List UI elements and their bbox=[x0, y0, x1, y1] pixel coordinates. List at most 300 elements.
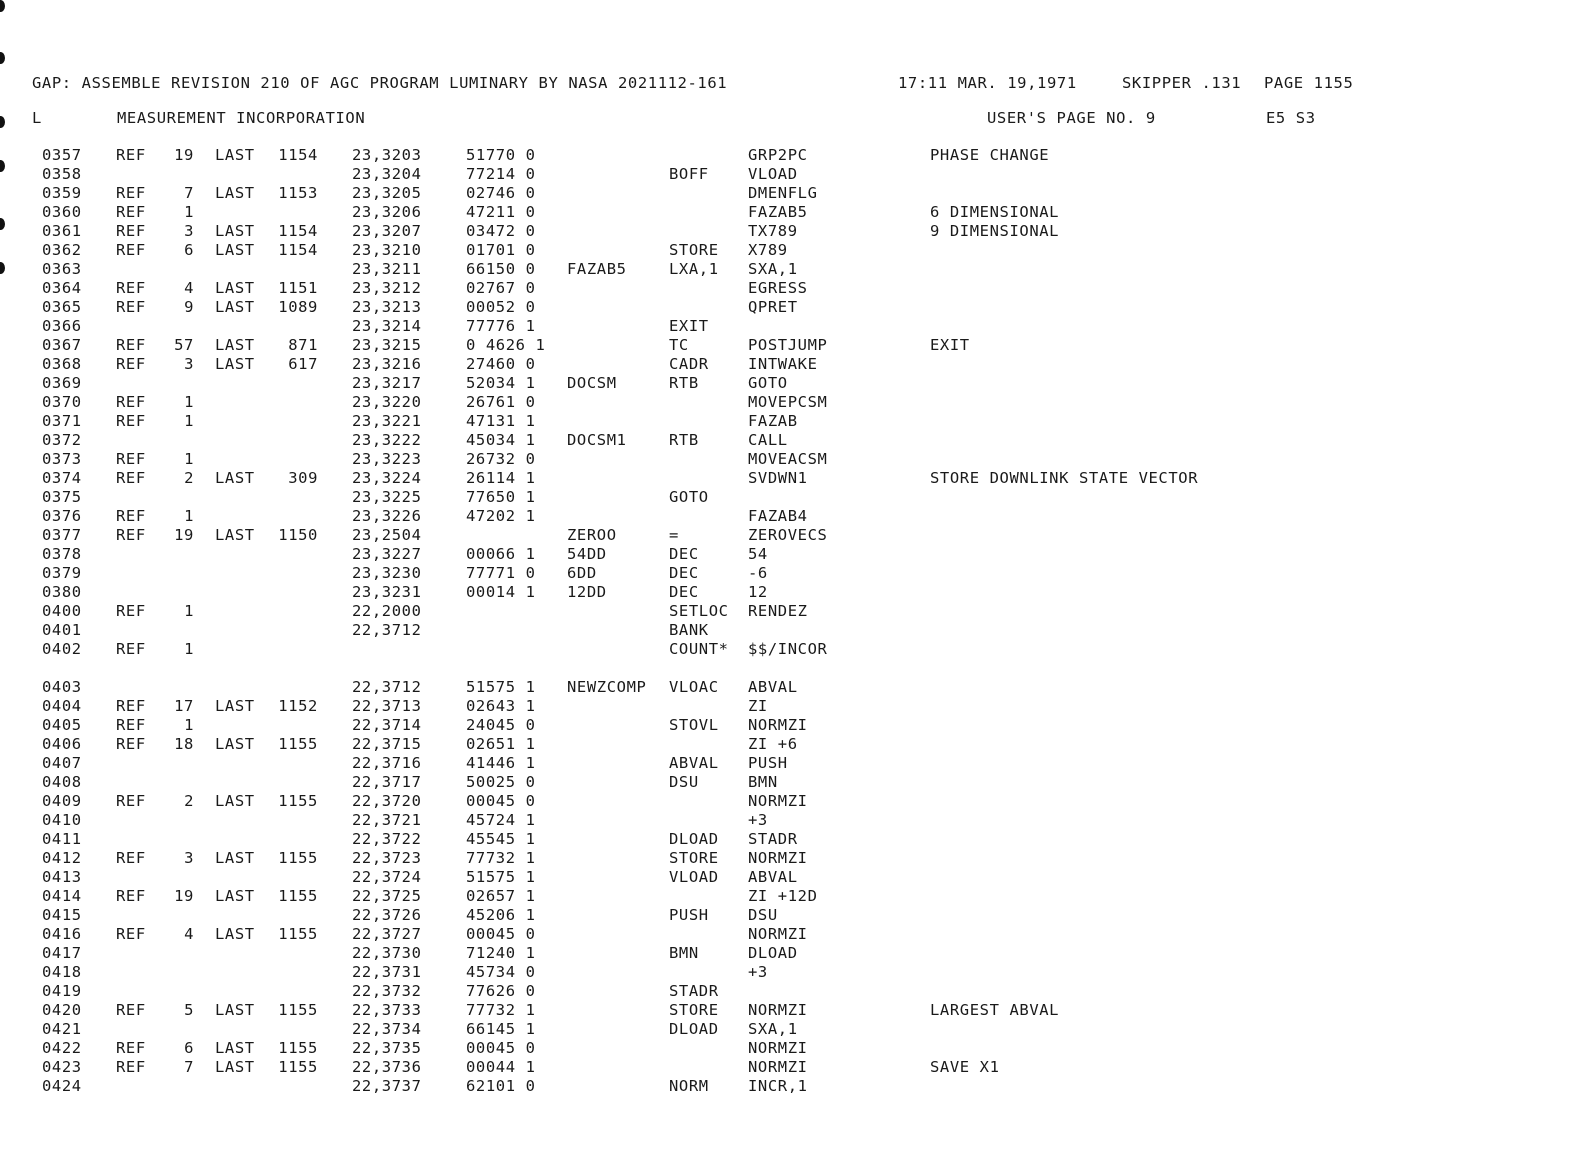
address: 22,3714 bbox=[352, 716, 422, 734]
operand: MOVEACSM bbox=[748, 450, 828, 468]
operand: SXA,1 bbox=[748, 260, 798, 278]
ref-count: 2 bbox=[184, 469, 194, 487]
address: 23,3204 bbox=[352, 165, 422, 183]
ref-count: 17 bbox=[174, 697, 194, 715]
operand: DSU bbox=[748, 906, 778, 924]
listing-row bbox=[0, 260, 1582, 279]
address: 22,3735 bbox=[352, 1039, 422, 1057]
last-page: 1155 bbox=[278, 1058, 318, 1076]
octal-word: 77776 1 bbox=[466, 317, 536, 335]
ref-marker: REF bbox=[116, 716, 146, 734]
line-number: 0416 bbox=[42, 925, 82, 943]
address: 22,3720 bbox=[352, 792, 422, 810]
ref-count: 4 bbox=[184, 279, 194, 297]
last-marker: LAST bbox=[215, 146, 255, 164]
octal-word: 77732 1 bbox=[466, 849, 536, 867]
line-number: 0406 bbox=[42, 735, 82, 753]
last-page: 1089 bbox=[278, 298, 318, 316]
ref-count: 18 bbox=[174, 735, 194, 753]
address: 23,2504 bbox=[352, 526, 422, 544]
opcode: BOFF bbox=[669, 165, 709, 183]
operand: 12 bbox=[748, 583, 768, 601]
line-number: 0374 bbox=[42, 469, 82, 487]
opcode: STORE bbox=[669, 1001, 719, 1019]
ref-marker: REF bbox=[116, 602, 146, 620]
last-marker: LAST bbox=[215, 222, 255, 240]
octal-word: 77626 0 bbox=[466, 982, 536, 1000]
octal-word: 77771 0 bbox=[466, 564, 536, 582]
operand: NORMZI bbox=[748, 849, 808, 867]
address: 22,3715 bbox=[352, 735, 422, 753]
address: 22,3725 bbox=[352, 887, 422, 905]
last-marker: LAST bbox=[215, 526, 255, 544]
line-number: 0359 bbox=[42, 184, 82, 202]
label: NEWZCOMP bbox=[567, 678, 647, 696]
users-page-number: USER'S PAGE NO. 9 bbox=[987, 109, 1156, 127]
operand: TX789 bbox=[748, 222, 798, 240]
opcode: BMN bbox=[669, 944, 699, 962]
opcode: DLOAD bbox=[669, 1020, 719, 1038]
ref-marker: REF bbox=[116, 336, 146, 354]
ref-marker: REF bbox=[116, 279, 146, 297]
operand: MOVEPCSM bbox=[748, 393, 828, 411]
operand: ZI +6 bbox=[748, 735, 798, 753]
address: 22,3722 bbox=[352, 830, 422, 848]
last-marker: LAST bbox=[215, 279, 255, 297]
octal-word: 26732 0 bbox=[466, 450, 536, 468]
operand: NORMZI bbox=[748, 1058, 808, 1076]
opcode: RTB bbox=[669, 431, 699, 449]
opcode: RTB bbox=[669, 374, 699, 392]
address: 23,3224 bbox=[352, 469, 422, 487]
listing-row bbox=[0, 773, 1582, 792]
ref-marker: REF bbox=[116, 792, 146, 810]
listing-row bbox=[0, 355, 1582, 374]
opcode: NORM bbox=[669, 1077, 709, 1095]
address: 22,3716 bbox=[352, 754, 422, 772]
octal-word: 00045 0 bbox=[466, 792, 536, 810]
opcode: SETLOC bbox=[669, 602, 729, 620]
octal-word: 45545 1 bbox=[466, 830, 536, 848]
line-number: 0358 bbox=[42, 165, 82, 183]
line-number: 0415 bbox=[42, 906, 82, 924]
line-number: 0375 bbox=[42, 488, 82, 506]
ref-marker: REF bbox=[116, 887, 146, 905]
listing-row bbox=[0, 241, 1582, 260]
line-number: 0357 bbox=[42, 146, 82, 164]
last-page: 1153 bbox=[278, 184, 318, 202]
ref-marker: REF bbox=[116, 925, 146, 943]
listing-row bbox=[0, 526, 1582, 545]
opcode: CADR bbox=[669, 355, 709, 373]
listing-row bbox=[0, 811, 1582, 830]
label: ZEROO bbox=[567, 526, 617, 544]
opcode: VLOAC bbox=[669, 678, 719, 696]
ref-marker: REF bbox=[116, 412, 146, 430]
address: 22,3713 bbox=[352, 697, 422, 715]
ref-marker: REF bbox=[116, 640, 146, 658]
ref-count: 19 bbox=[174, 526, 194, 544]
listing-row bbox=[0, 545, 1582, 564]
address: 23,3212 bbox=[352, 279, 422, 297]
opcode: BANK bbox=[669, 621, 709, 639]
listing-row bbox=[0, 697, 1582, 716]
octal-word: 01701 0 bbox=[466, 241, 536, 259]
listing-row bbox=[0, 963, 1582, 982]
octal-word: 51575 1 bbox=[466, 868, 536, 886]
listing-row bbox=[0, 621, 1582, 640]
last-marker: LAST bbox=[215, 849, 255, 867]
address: 23,3226 bbox=[352, 507, 422, 525]
operand: DMENFLG bbox=[748, 184, 818, 202]
punch-hole-mark bbox=[0, 116, 5, 128]
line-number: 0364 bbox=[42, 279, 82, 297]
listing-row bbox=[0, 488, 1582, 507]
line-number: 0377 bbox=[42, 526, 82, 544]
ref-marker: REF bbox=[116, 184, 146, 202]
ref-count: 57 bbox=[174, 336, 194, 354]
octal-word: 45724 1 bbox=[466, 811, 536, 829]
octal-word: 41446 1 bbox=[466, 754, 536, 772]
operand: X789 bbox=[748, 241, 788, 259]
operand: BMN bbox=[748, 773, 778, 791]
operand: SVDWN1 bbox=[748, 469, 808, 487]
listing-row bbox=[0, 1020, 1582, 1039]
last-marker: LAST bbox=[215, 184, 255, 202]
address: 23,3220 bbox=[352, 393, 422, 411]
address: 23,3203 bbox=[352, 146, 422, 164]
listing-row bbox=[0, 298, 1582, 317]
listing-rows bbox=[0, 146, 1582, 1096]
last-marker: LAST bbox=[215, 925, 255, 943]
address: 22,3712 bbox=[352, 678, 422, 696]
octal-word: 66150 0 bbox=[466, 260, 536, 278]
line-number: 0373 bbox=[42, 450, 82, 468]
octal-word: 50025 0 bbox=[466, 773, 536, 791]
operand: ZI bbox=[748, 697, 768, 715]
operand: FAZAB bbox=[748, 412, 798, 430]
opcode: DSU bbox=[669, 773, 699, 791]
line-number: 0368 bbox=[42, 355, 82, 373]
ref-marker: REF bbox=[116, 450, 146, 468]
label: 6DD bbox=[567, 564, 597, 582]
octal-word: 52034 1 bbox=[466, 374, 536, 392]
address: 22,3734 bbox=[352, 1020, 422, 1038]
skipper-label: SKIPPER .131 bbox=[1122, 74, 1242, 92]
octal-word: 26114 1 bbox=[466, 469, 536, 487]
octal-word: 00014 1 bbox=[466, 583, 536, 601]
timestamp: 17:11 MAR. 19,1971 bbox=[898, 74, 1077, 92]
line-number: 0372 bbox=[42, 431, 82, 449]
address: 22,3736 bbox=[352, 1058, 422, 1076]
line-number: 0420 bbox=[42, 1001, 82, 1019]
last-marker: LAST bbox=[215, 887, 255, 905]
opcode: TC bbox=[669, 336, 689, 354]
line-number: 0380 bbox=[42, 583, 82, 601]
ref-marker: REF bbox=[116, 735, 146, 753]
last-marker: LAST bbox=[215, 735, 255, 753]
line-number: 0361 bbox=[42, 222, 82, 240]
operand: FAZAB5 bbox=[748, 203, 808, 221]
ref-count: 1 bbox=[184, 412, 194, 430]
punch-hole-mark bbox=[0, 0, 5, 12]
octal-word: 47202 1 bbox=[466, 507, 536, 525]
address: 23,3214 bbox=[352, 317, 422, 335]
octal-word: 77214 0 bbox=[466, 165, 536, 183]
last-page: 1155 bbox=[278, 735, 318, 753]
listing-row bbox=[0, 1058, 1582, 1077]
address: 23,3222 bbox=[352, 431, 422, 449]
listing-row bbox=[0, 754, 1582, 773]
line-number: 0411 bbox=[42, 830, 82, 848]
listing-row bbox=[0, 222, 1582, 241]
line-number: 0363 bbox=[42, 260, 82, 278]
address: 22,3737 bbox=[352, 1077, 422, 1095]
operand: GOTO bbox=[748, 374, 788, 392]
operand: ZEROVECS bbox=[748, 526, 828, 544]
ref-marker: REF bbox=[116, 1039, 146, 1057]
last-page: 1154 bbox=[278, 222, 318, 240]
address: 22,3726 bbox=[352, 906, 422, 924]
address: 23,3213 bbox=[352, 298, 422, 316]
octal-word: 02643 1 bbox=[466, 697, 536, 715]
listing-row bbox=[0, 374, 1582, 393]
last-page: 1150 bbox=[278, 526, 318, 544]
comment: STORE DOWNLINK STATE VECTOR bbox=[930, 469, 1199, 487]
octal-word: 0 4626 1 bbox=[466, 336, 546, 354]
last-marker: LAST bbox=[215, 1039, 255, 1057]
octal-word: 66145 1 bbox=[466, 1020, 536, 1038]
last-page: 1155 bbox=[278, 887, 318, 905]
punch-hole-mark bbox=[0, 52, 5, 64]
opcode: GOTO bbox=[669, 488, 709, 506]
listing-row bbox=[0, 716, 1582, 735]
opcode: VLOAD bbox=[669, 868, 719, 886]
opcode: STORE bbox=[669, 241, 719, 259]
address: 23,3215 bbox=[352, 336, 422, 354]
opcode: = bbox=[669, 526, 679, 544]
listing-row bbox=[0, 849, 1582, 868]
ref-count: 1 bbox=[184, 393, 194, 411]
operand: STADR bbox=[748, 830, 798, 848]
line-number: 0379 bbox=[42, 564, 82, 582]
opcode: LXA,1 bbox=[669, 260, 719, 278]
ref-marker: REF bbox=[116, 469, 146, 487]
line-number: 0367 bbox=[42, 336, 82, 354]
octal-word: 47131 1 bbox=[466, 412, 536, 430]
line-number: 0405 bbox=[42, 716, 82, 734]
operand: NORMZI bbox=[748, 925, 808, 943]
operand: NORMZI bbox=[748, 716, 808, 734]
octal-word: 45034 1 bbox=[466, 431, 536, 449]
listing-row bbox=[0, 887, 1582, 906]
line-number: 0419 bbox=[42, 982, 82, 1000]
line-number: 0378 bbox=[42, 545, 82, 563]
label: 12DD bbox=[567, 583, 607, 601]
ref-count: 19 bbox=[174, 887, 194, 905]
address: 23,3211 bbox=[352, 260, 422, 278]
address: 22,3723 bbox=[352, 849, 422, 867]
line-number: 0408 bbox=[42, 773, 82, 791]
ref-marker: REF bbox=[116, 222, 146, 240]
listing-row bbox=[0, 393, 1582, 412]
ref-count: 1 bbox=[184, 640, 194, 658]
operand: GRP2PC bbox=[748, 146, 808, 164]
address: 23,3206 bbox=[352, 203, 422, 221]
octal-word: 02657 1 bbox=[466, 887, 536, 905]
operand: SXA,1 bbox=[748, 1020, 798, 1038]
operand: QPRET bbox=[748, 298, 798, 316]
octal-word: 00044 1 bbox=[466, 1058, 536, 1076]
ref-marker: REF bbox=[116, 849, 146, 867]
address: 22,3730 bbox=[352, 944, 422, 962]
comment: PHASE CHANGE bbox=[930, 146, 1050, 164]
operand: -6 bbox=[748, 564, 768, 582]
listing-row bbox=[0, 450, 1582, 469]
listing-row bbox=[0, 830, 1582, 849]
line-number: 0365 bbox=[42, 298, 82, 316]
comment: EXIT bbox=[930, 336, 970, 354]
line-number: 0413 bbox=[42, 868, 82, 886]
listing-row bbox=[0, 602, 1582, 621]
address: 22,3721 bbox=[352, 811, 422, 829]
address: 22,3724 bbox=[352, 868, 422, 886]
operand: POSTJUMP bbox=[748, 336, 828, 354]
listing-row bbox=[0, 165, 1582, 184]
listing-row bbox=[0, 279, 1582, 298]
last-marker: LAST bbox=[215, 469, 255, 487]
operand: DLOAD bbox=[748, 944, 798, 962]
last-page: 1155 bbox=[278, 925, 318, 943]
last-marker: LAST bbox=[215, 336, 255, 354]
listing-row bbox=[0, 868, 1582, 887]
operand: RENDEZ bbox=[748, 602, 808, 620]
octal-word: 26761 0 bbox=[466, 393, 536, 411]
octal-word: 77650 1 bbox=[466, 488, 536, 506]
listing-row bbox=[0, 146, 1582, 165]
operand: VLOAD bbox=[748, 165, 798, 183]
address: 23,3216 bbox=[352, 355, 422, 373]
listing-row bbox=[0, 469, 1582, 488]
octal-word: 51575 1 bbox=[466, 678, 536, 696]
ref-count: 5 bbox=[184, 1001, 194, 1019]
listing-row bbox=[0, 1077, 1582, 1096]
last-page: 1151 bbox=[278, 279, 318, 297]
line-number: 0417 bbox=[42, 944, 82, 962]
address: 23,3223 bbox=[352, 450, 422, 468]
section-letter: L bbox=[32, 109, 42, 127]
opcode: PUSH bbox=[669, 906, 709, 924]
ref-marker: REF bbox=[116, 146, 146, 164]
octal-word: 00066 1 bbox=[466, 545, 536, 563]
line-number: 0401 bbox=[42, 621, 82, 639]
listing-row bbox=[0, 507, 1582, 526]
address: 23,3205 bbox=[352, 184, 422, 202]
listing-row bbox=[0, 944, 1582, 963]
last-marker: LAST bbox=[215, 298, 255, 316]
ref-marker: REF bbox=[116, 526, 146, 544]
listing-code: E5 S3 bbox=[1266, 109, 1316, 127]
address: 22,3732 bbox=[352, 982, 422, 1000]
last-marker: LAST bbox=[215, 697, 255, 715]
opcode: DEC bbox=[669, 583, 699, 601]
line-number: 0409 bbox=[42, 792, 82, 810]
label: DOCSM bbox=[567, 374, 617, 392]
listing-row bbox=[0, 925, 1582, 944]
listing-row bbox=[0, 1039, 1582, 1058]
ref-count: 3 bbox=[184, 849, 194, 867]
last-page: 309 bbox=[288, 469, 318, 487]
section-title: MEASUREMENT INCORPORATION bbox=[117, 109, 366, 127]
comment: LARGEST ABVAL bbox=[930, 1001, 1060, 1019]
last-page: 1154 bbox=[278, 241, 318, 259]
line-number: 0410 bbox=[42, 811, 82, 829]
address: 23,3221 bbox=[352, 412, 422, 430]
operand: ABVAL bbox=[748, 678, 798, 696]
line-number: 0376 bbox=[42, 507, 82, 525]
listing-row bbox=[0, 412, 1582, 431]
label: 54DD bbox=[567, 545, 607, 563]
ref-count: 1 bbox=[184, 507, 194, 525]
operand: 54 bbox=[748, 545, 768, 563]
listing-row bbox=[0, 564, 1582, 583]
octal-word: 77732 1 bbox=[466, 1001, 536, 1019]
opcode: DLOAD bbox=[669, 830, 719, 848]
ref-marker: REF bbox=[116, 1058, 146, 1076]
address: 22,3731 bbox=[352, 963, 422, 981]
octal-word: 45734 0 bbox=[466, 963, 536, 981]
listing-row bbox=[0, 1001, 1582, 1020]
operand: FAZAB4 bbox=[748, 507, 808, 525]
listing-row bbox=[0, 184, 1582, 203]
address: 23,3210 bbox=[352, 241, 422, 259]
last-page: 871 bbox=[288, 336, 318, 354]
line-number: 0371 bbox=[42, 412, 82, 430]
line-number: 0404 bbox=[42, 697, 82, 715]
listing-row bbox=[0, 583, 1582, 602]
address: 23,3227 bbox=[352, 545, 422, 563]
ref-marker: REF bbox=[116, 507, 146, 525]
last-marker: LAST bbox=[215, 792, 255, 810]
ref-count: 4 bbox=[184, 925, 194, 943]
operand: PUSH bbox=[748, 754, 788, 772]
address: 22,3717 bbox=[352, 773, 422, 791]
octal-word: 00052 0 bbox=[466, 298, 536, 316]
operand: NORMZI bbox=[748, 1039, 808, 1057]
line-number: 0360 bbox=[42, 203, 82, 221]
octal-word: 00045 0 bbox=[466, 1039, 536, 1057]
octal-word: 02651 1 bbox=[466, 735, 536, 753]
ref-count: 7 bbox=[184, 1058, 194, 1076]
ref-count: 7 bbox=[184, 184, 194, 202]
ref-marker: REF bbox=[116, 393, 146, 411]
line-number: 0407 bbox=[42, 754, 82, 772]
octal-word: 47211 0 bbox=[466, 203, 536, 221]
last-page: 1152 bbox=[278, 697, 318, 715]
operand: CALL bbox=[748, 431, 788, 449]
last-marker: LAST bbox=[215, 1058, 255, 1076]
ref-count: 1 bbox=[184, 716, 194, 734]
ref-count: 1 bbox=[184, 602, 194, 620]
last-page: 1155 bbox=[278, 1039, 318, 1057]
octal-word: 45206 1 bbox=[466, 906, 536, 924]
listing-row bbox=[0, 735, 1582, 754]
listing-row bbox=[0, 317, 1582, 336]
assembly-title: GAP: ASSEMBLE REVISION 210 OF AGC PROGRAM LUMINARY BY NASA 2021112-161 bbox=[32, 74, 728, 92]
line-number: 0423 bbox=[42, 1058, 82, 1076]
comment: SAVE X1 bbox=[930, 1058, 1000, 1076]
ref-marker: REF bbox=[116, 697, 146, 715]
